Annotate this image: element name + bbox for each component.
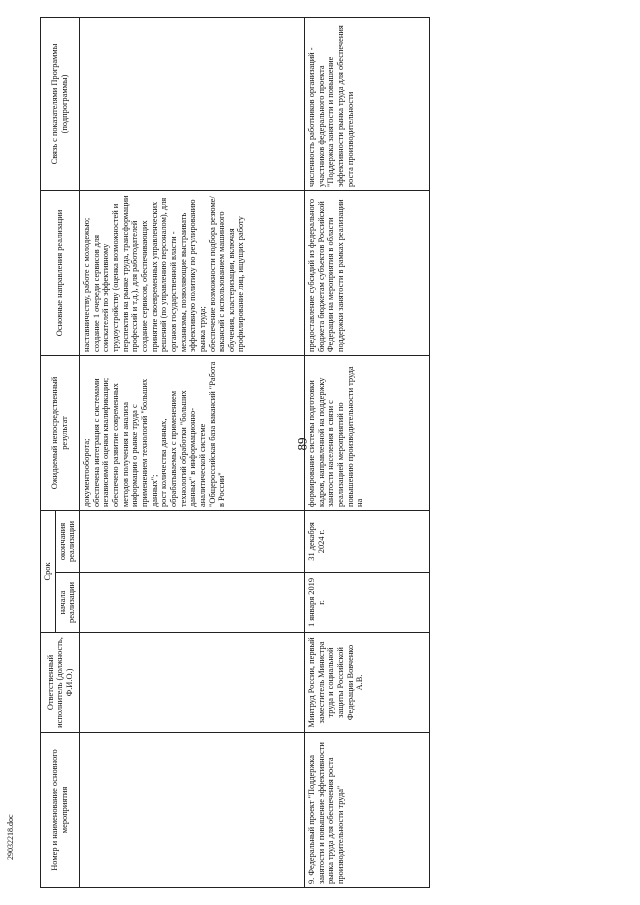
cell-empty xyxy=(79,18,304,191)
cell-empty xyxy=(79,733,304,888)
header-end: окончания реализации xyxy=(55,511,79,573)
cell-end: 31 декабря 2024 г. xyxy=(304,511,429,573)
header-srok: Срок xyxy=(41,511,56,633)
cell-project xyxy=(304,733,429,888)
header-link: Связь с показателями Программы (подпрограммы) xyxy=(41,18,80,191)
project-title: Федеральный проект "Поддержка занятости и повышение эффективности рынка труда для обеспечения роста производительности труда" xyxy=(306,742,345,884)
table-row-continuation xyxy=(79,18,304,888)
header-result: Ожидаемый непосредственный результат xyxy=(41,356,80,511)
header-responsible: Ответственный исполнитель (должность, Ф.И.О.) xyxy=(41,633,80,733)
file-name: 29032218.doc xyxy=(6,814,15,860)
cell-result: документооборота; обеспечена интеграция с системами независимой оценки квалификации; обеспечено развитие современных методов получения и анализа информации о рынке труда с применением технологий "больших данных"; рост количества данных, обрабатываемых с применением технологий обработки "больших данных" в информационно-аналитической системе "Общероссийская база вакансий "Работа в России" xyxy=(79,356,304,511)
program-table xyxy=(40,17,430,888)
row-number: 9. xyxy=(306,877,316,884)
cell-responsible: Минтруд России, первый заместитель Министра труда и социальной защиты Российской Федерации Вовченко А.В. xyxy=(304,633,429,733)
table-header xyxy=(41,18,80,888)
cell-directions: предоставление субсидий из федерального бюджета бюджетам субъектов Российской Федерации на мероприятия в области поддержки занятости в рамках реализации xyxy=(304,191,429,356)
cell-empty xyxy=(79,633,304,733)
table-row-9 xyxy=(304,18,429,888)
page-number: 89 xyxy=(294,437,310,451)
cell-result: формирование системы подготовки кадров, направленной на поддержку занятости населения в связи с реализацией мероприятий по повышению производительности труда на xyxy=(304,356,429,511)
cell-directions: наставничеству, работе с молодежью; создание 1 очереди сервисов для соискателей по эффективному трудоустройству (оценка возможностей и перспектив на рынке труда, трансформации профессий и т.д.), для работодателей создание сервисов, обеспечивающих принятие своевременных управленческих решений (по управлению персоналом), для органов государственной власти - механизмы, позволяющие выстраивать эффективную политику по регулированию рынка труда; обеспечение возможности подбора резюме/вакансий с использованием машинного обучения, кластеризации, включая профилирование лиц, ищущих работу xyxy=(79,191,304,356)
cell-link: численность работников организаций - участников федерального проекта "Поддержка занятости и повышение эффективности рынка труда для обеспечения роста производительности xyxy=(304,18,429,191)
rotated-table-wrapper xyxy=(40,18,600,888)
cell-empty xyxy=(79,511,304,573)
header-start: начала реализации xyxy=(55,573,79,633)
cell-start: 1 января 2019 г. xyxy=(304,573,429,633)
cell-empty xyxy=(79,573,304,633)
header-directions: Основные направления реализации xyxy=(41,191,80,356)
header-number-name: Номер и наименование основного мероприятия xyxy=(41,733,80,888)
